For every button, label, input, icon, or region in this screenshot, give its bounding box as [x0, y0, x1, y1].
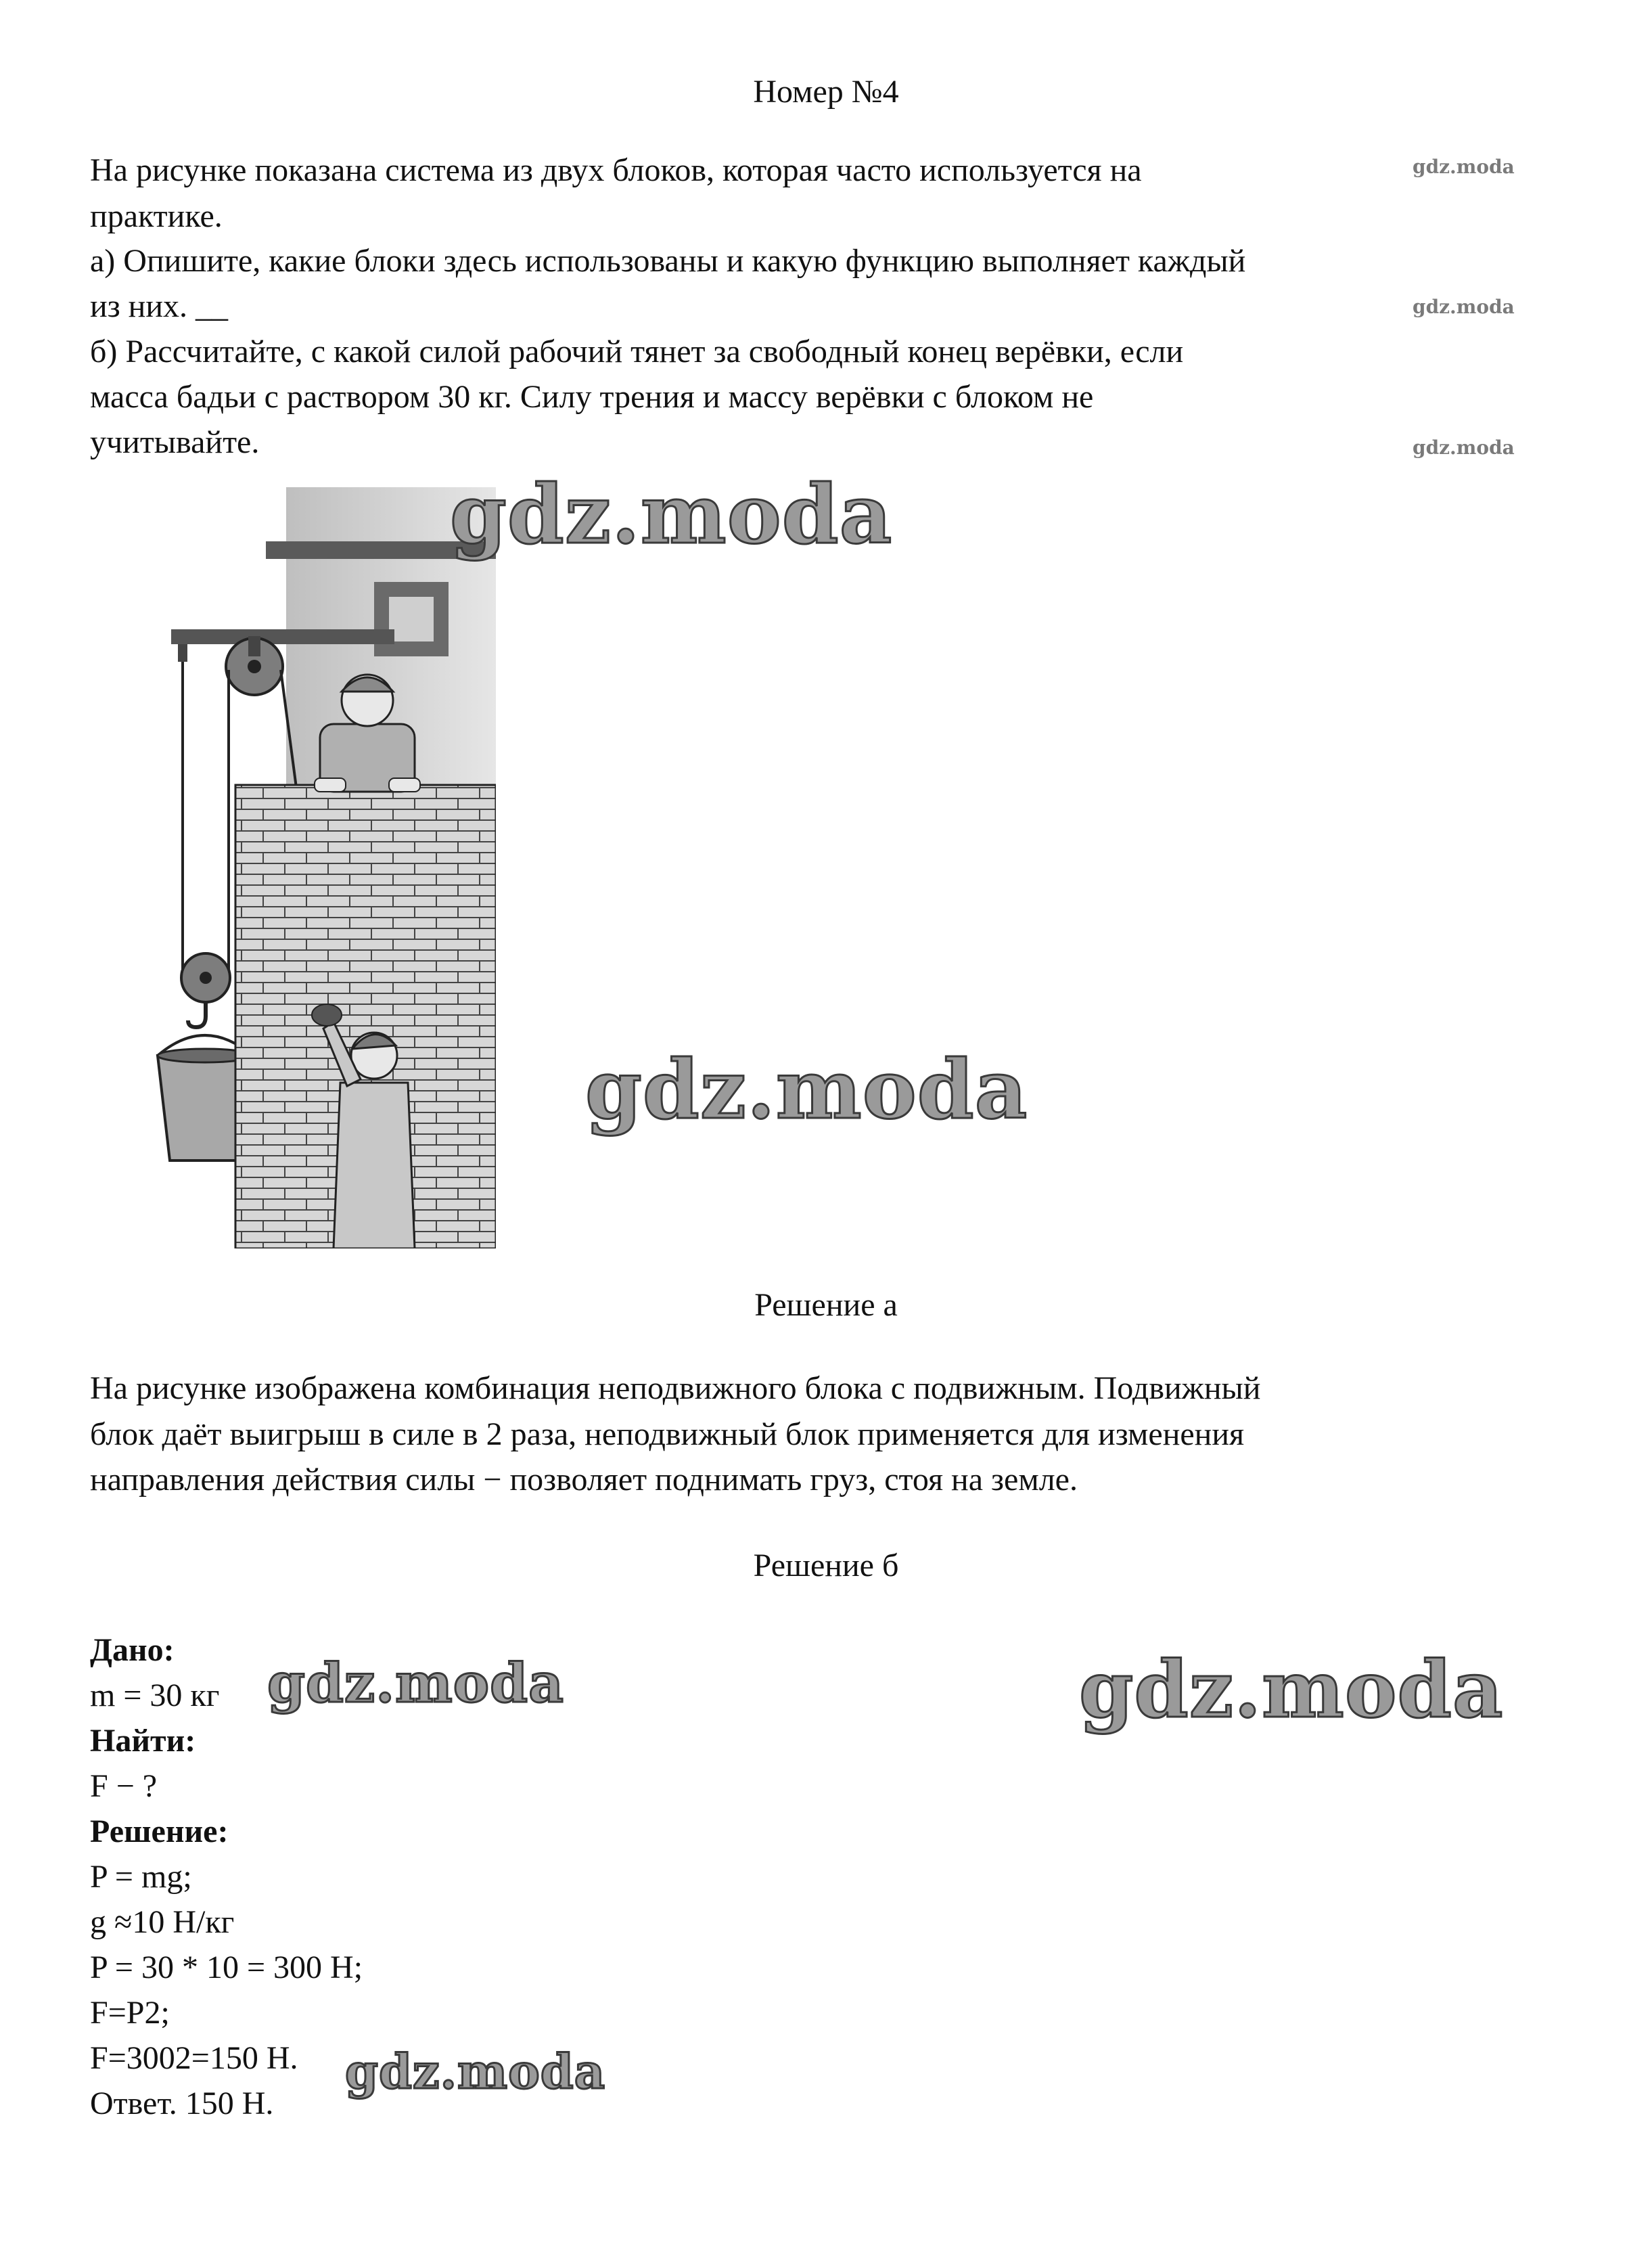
- given-label: Дано:: [90, 1632, 175, 1668]
- watermark-large: gdz.moda: [450, 467, 893, 562]
- problem-line: учитывайте.: [90, 424, 260, 460]
- watermark-large: gdz.moda: [1079, 1644, 1504, 1736]
- solution-step: P = 30 * 10 = 300 Н;: [90, 1949, 363, 1985]
- page-title: Номер №4: [753, 74, 899, 110]
- watermark-small: gdz.moda: [1413, 436, 1515, 459]
- problem-line: а) Опишите, какие блоки здесь использованы и какую функцию выполняет каждый: [90, 243, 1246, 279]
- solution-a-heading: Решение а: [754, 1287, 898, 1323]
- find-label: Найти:: [90, 1723, 196, 1759]
- problem-line: б) Рассчитайте, с какой силой рабочий тянет за свободный конец верёвки, если: [90, 334, 1184, 369]
- answer: Ответ. 150 Н.: [90, 2086, 274, 2121]
- problem-line: из них. __: [90, 288, 229, 324]
- watermark-medium: gdz.moda: [267, 1651, 564, 1715]
- solution-a-line: На рисунке изображена комбинация неподвижного блока с подвижным. Подвижный: [90, 1370, 1261, 1406]
- solution-step: g ≈10 Н/кг: [90, 1904, 235, 1940]
- find-value: F − ?: [90, 1768, 158, 1804]
- solution-step: F=P2;: [90, 1995, 170, 2031]
- problem-line: На рисунке показана система из двух блоков, которая часто используется на: [90, 152, 1142, 188]
- given-value: m = 30 кг: [90, 1677, 220, 1713]
- solution-step: F=3002=150 Н.: [90, 2040, 298, 2076]
- solution-a-line: направления действия силы − позволяет поднимать груз, стоя на земле.: [90, 1462, 1078, 1497]
- problem-line: практике.: [90, 198, 223, 234]
- watermark-small: gdz.moda: [1413, 156, 1515, 178]
- solution-label: Решение:: [90, 1813, 229, 1849]
- watermark-small: gdz.moda: [1413, 296, 1515, 318]
- solution-b-heading: Решение б: [753, 1548, 899, 1583]
- pulley-system-illustration: [90, 474, 496, 1248]
- solution-step: P = mg;: [90, 1859, 192, 1895]
- watermark-medium: gdz.moda: [345, 2044, 606, 2100]
- watermark-large: gdz.moda: [585, 1042, 1028, 1137]
- problem-line: масса бадьи с раствором 30 кг. Силу трения и массу верёвки с блоком не: [90, 379, 1094, 415]
- crane-beam: [171, 629, 394, 644]
- solution-a-line: блок даёт выигрыш в силе в 2 раза, неподвижный блок применяется для изменения: [90, 1416, 1245, 1452]
